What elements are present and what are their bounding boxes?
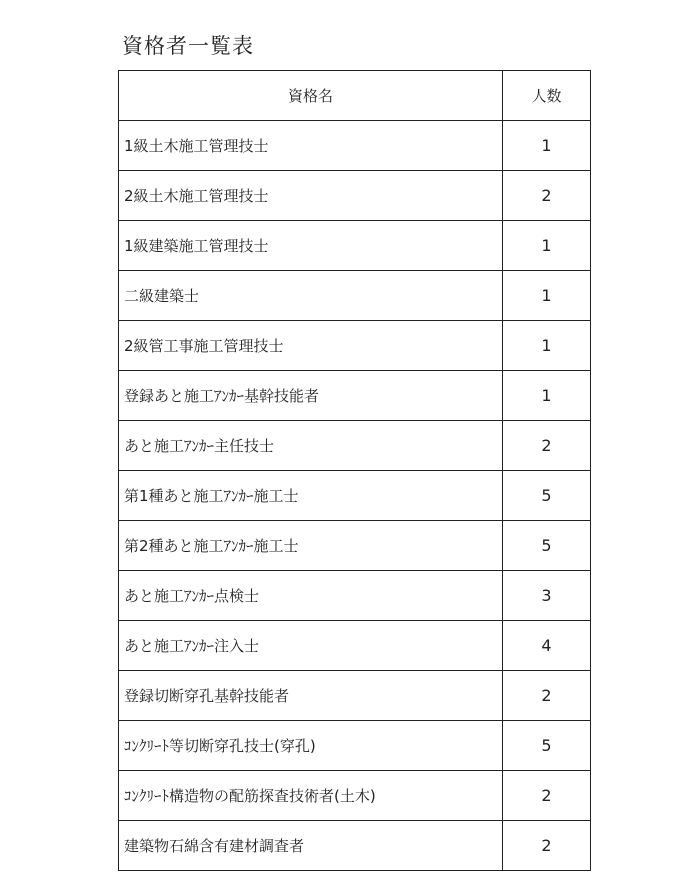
qualification-name: 1級土木施工管理技士 [119,121,503,171]
table-header-row [119,71,591,121]
qualification-count: 1 [503,271,591,321]
table-row [119,671,591,721]
qualification-count: 5 [503,471,591,521]
qualification-count: 5 [503,521,591,571]
table-row [119,821,591,871]
qualification-count: 1 [503,221,591,271]
page-title: 資格者一覧表 [122,34,254,58]
table-row [119,471,591,521]
qualification-count: 2 [503,821,591,871]
qualification-name: 建築物石綿含有建材調査者 [119,821,503,871]
qualification-count: 3 [503,571,591,621]
table-row [119,321,591,371]
qualification-name: 第1種あと施工ｱﾝｶｰ施工士 [119,471,503,521]
qualification-name: 2級管工事施工管理技士 [119,321,503,371]
qualification-count: 2 [503,421,591,471]
qualification-count: 1 [503,321,591,371]
table-row [119,371,591,421]
qualification-count: 2 [503,671,591,721]
table-row [119,571,591,621]
qualification-name: ｺﾝｸﾘｰﾄ等切断穿孔技士(穿孔) [119,721,503,771]
qualification-name: あと施工ｱﾝｶｰ主任技士 [119,421,503,471]
table-row [119,721,591,771]
qualification-name: あと施工ｱﾝｶｰ点検士 [119,571,503,621]
header-qualification-name: 資格名 [119,71,503,121]
table-row [119,621,591,671]
qualification-name: 登録切断穿孔基幹技能者 [119,671,503,721]
qualification-count: 2 [503,171,591,221]
qualification-count: 5 [503,721,591,771]
qualification-table [118,70,591,871]
qualification-name: あと施工ｱﾝｶｰ注入士 [119,621,503,671]
header-count: 人数 [503,71,591,121]
table-row [119,521,591,571]
qualification-name: 1級建築施工管理技士 [119,221,503,271]
qualification-count: 1 [503,121,591,171]
table-row [119,421,591,471]
qualification-name: 2級土木施工管理技士 [119,171,503,221]
qualification-name: 第2種あと施工ｱﾝｶｰ施工士 [119,521,503,571]
qualification-count: 1 [503,371,591,421]
table-row [119,271,591,321]
table-row [119,771,591,821]
qualification-count: 2 [503,771,591,821]
table-row [119,121,591,171]
table-row [119,221,591,271]
qualification-name: ｺﾝｸﾘｰﾄ構造物の配筋探査技術者(土木) [119,771,503,821]
qualification-name: 二級建築士 [119,271,503,321]
qualification-name: 登録あと施工ｱﾝｶｰ基幹技能者 [119,371,503,421]
table-row [119,171,591,221]
qualification-count: 4 [503,621,591,671]
